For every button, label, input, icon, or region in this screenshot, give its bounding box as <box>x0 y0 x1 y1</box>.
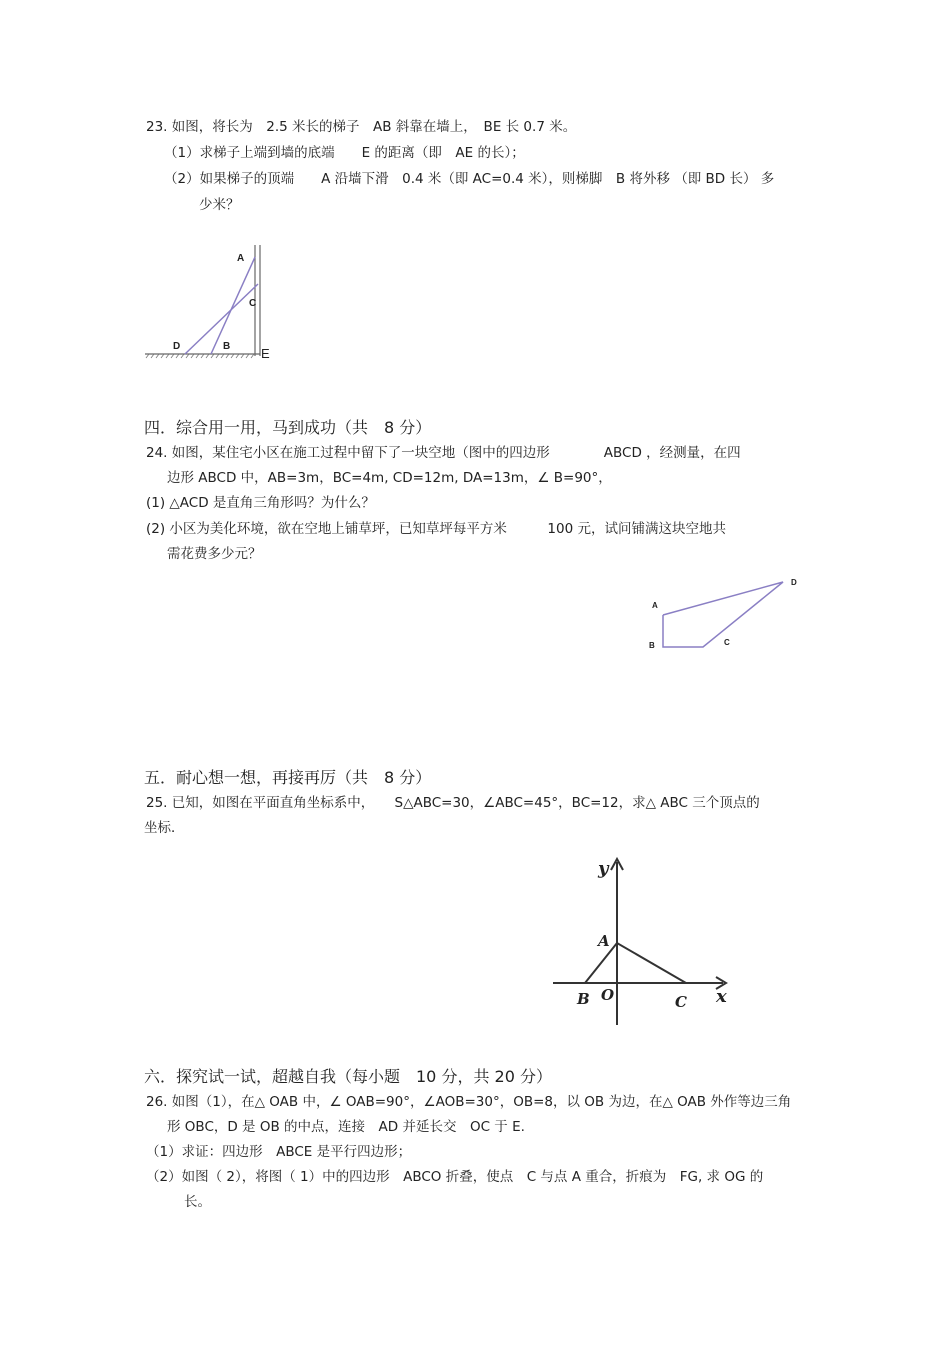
q24-part1: (1) △ACD 是直角三角形吗？为什么？ <box>146 495 375 511</box>
q23-part1: （1）求梯子上端到墙的底端 E 的距离（即 AE 的长）； <box>164 145 525 161</box>
ladder-figure <box>140 240 280 365</box>
q26-part1: （1）求证：四边形 ABCE 是平行四边形； <box>146 1144 412 1160</box>
label-B: B <box>577 990 590 1008</box>
q25-stem-cont: 坐标． <box>144 820 185 836</box>
quadrilateral-figure <box>640 570 810 660</box>
label-E: E <box>261 346 270 361</box>
section-5-title: 五．耐心想一想，再接再厉（共 8 分） <box>144 768 432 787</box>
label-A: A <box>237 253 245 264</box>
quadrilateral-ABCD <box>663 582 783 647</box>
q24-part2-cont: 需花费多少元？ <box>167 546 262 562</box>
q23-part2-cont: 少米？ <box>199 197 240 213</box>
ground-hatch <box>146 354 254 358</box>
q24-stem-cont: 边形 ABCD 中，AB=3m，BC=4m, CD=12m, DA=13m，∠ B=90°， <box>167 470 612 486</box>
q23-stem: 23. 如图，将长为 2.5 米长的梯子 AB 斜靠在墙上， BE 长 0.7 米。 <box>146 119 577 135</box>
q26-part2: （2）如图（ 2），将图（ 1）中的四边形 ABCO 折叠，使点 C 与点 A 重合，折痕为 FG, 求 OG 的 <box>146 1169 764 1185</box>
section-6-title: 六．探究试一试，超越自我（每小题 10 分，共 20 分） <box>144 1067 552 1086</box>
ladder-CD <box>185 284 258 354</box>
label-C: C <box>724 638 730 647</box>
q26-part2-cont: 长。 <box>184 1194 211 1210</box>
section-4-title: 四．综合用一用，马到成功（共 8 分） <box>144 418 432 437</box>
coordinate-figure <box>548 850 738 1030</box>
label-A: A <box>652 601 658 610</box>
label-B: B <box>223 341 231 352</box>
label-x: x <box>716 986 727 1007</box>
label-D: D <box>791 578 797 587</box>
q23-part2: （2）如果梯子的顶端 A 沿墙下滑 0.4 米（即 AC=0.4 米），则梯脚 B 将外移 （即 BD 长） 多 <box>164 171 775 187</box>
label-C: C <box>675 993 687 1011</box>
label-A: A <box>598 932 610 950</box>
label-O: O <box>601 986 615 1004</box>
label-y: y <box>598 858 609 879</box>
label-C: C <box>249 298 257 309</box>
q26-stem: 26. 如图（1），在△ OAB 中，∠ OAB=90°，∠AOB=30°，OB=8，以 OB 为边，在△ OAB 外作等边三角 <box>146 1094 792 1110</box>
q25-stem: 25. 已知，如图在平面直角坐标系中， S△ABC=30，∠ABC=45°，BC=12，求△ ABC 三个顶点的 <box>146 795 760 811</box>
q24-part2: (2) 小区为美化环境，欲在空地上铺草坪，已知草坪每平方米 100 元，试问铺满这块空地共 <box>146 521 726 537</box>
q24-stem: 24. 如图，某住宅小区在施工过程中留下了一块空地（图中的四边形 ABCD ，经测量，在四 <box>146 445 741 461</box>
label-B: B <box>649 641 655 650</box>
label-D: D <box>173 341 181 352</box>
q26-stem-cont: 形 OBC，D 是 OB 的中点，连接 AD 并延长交 OC 于 E. <box>167 1119 525 1135</box>
